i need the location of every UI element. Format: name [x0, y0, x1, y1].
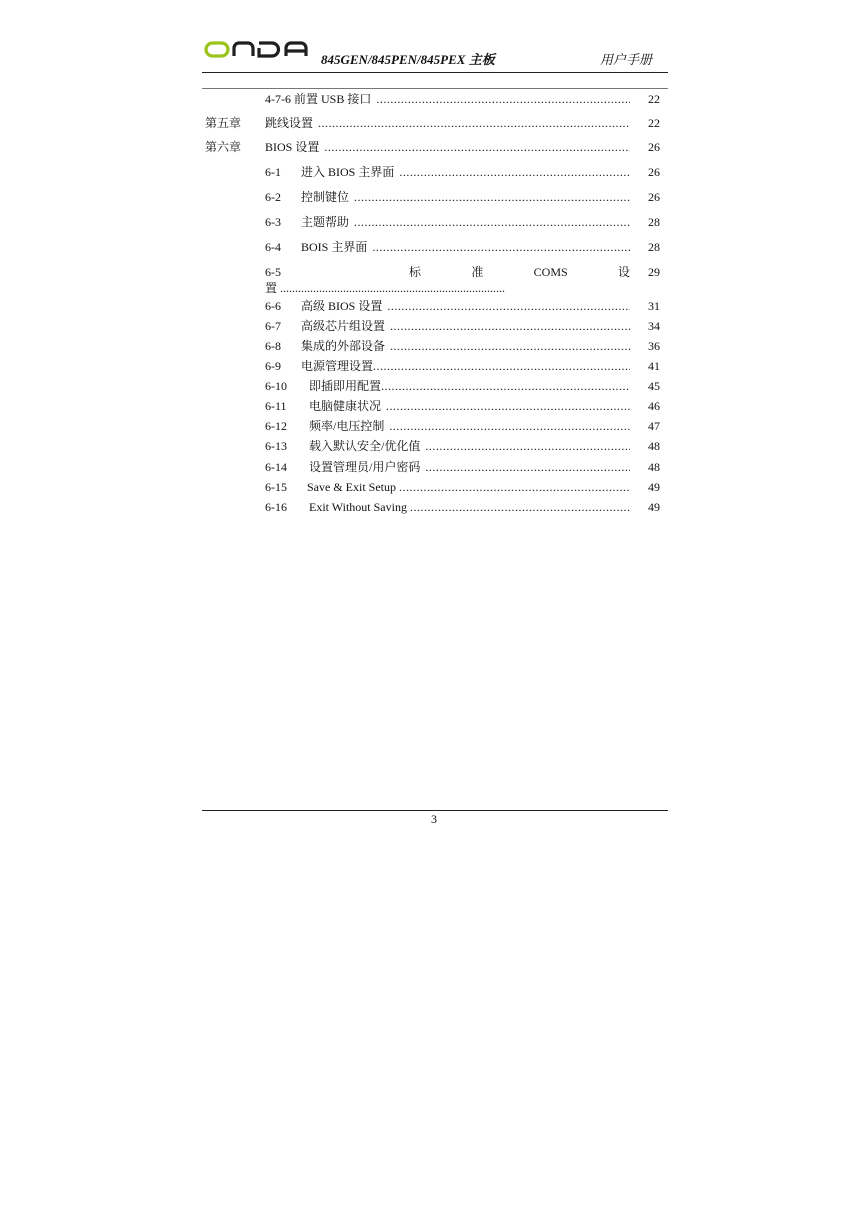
toc-page: 22	[648, 92, 660, 106]
toc-number: 6-16	[265, 500, 287, 514]
toc-entry	[309, 378, 630, 394]
toc-title: 进入 BIOS 主界面	[301, 165, 395, 179]
toc-title: 前置 USB 接口	[294, 92, 372, 106]
toc-number: 6-3	[265, 215, 281, 229]
toc-entry	[309, 459, 630, 475]
toc-title: 跳线设置	[265, 116, 314, 130]
toc-row	[205, 338, 660, 354]
toc-row	[205, 139, 660, 155]
toc-page: 31	[648, 299, 660, 313]
toc-title: Exit Without Saving	[309, 500, 407, 514]
manual-title: 用户手册	[600, 52, 653, 67]
toc-row	[205, 378, 660, 394]
header-rule	[202, 72, 668, 73]
toc-page: 46	[648, 399, 660, 413]
toc-number: 6-4	[265, 240, 281, 254]
toc-page: 36	[648, 339, 660, 353]
toc-row	[205, 239, 660, 255]
toc-title: 高级芯片组设置	[301, 319, 386, 333]
toc-number: 6-11	[265, 399, 287, 413]
toc-chapter: 第五章	[205, 116, 242, 130]
toc-entry	[309, 499, 630, 515]
toc-entry	[301, 164, 630, 180]
toc-number: 6-15	[265, 480, 287, 494]
toc-number: 6-13	[265, 439, 287, 453]
toc-number: 4-7-6	[265, 92, 291, 106]
toc-entry	[309, 418, 630, 434]
toc-title: 电源管理设置	[301, 359, 374, 373]
dot-leader	[387, 298, 630, 314]
toc-number: 6-1	[265, 165, 281, 179]
dot-leader	[373, 358, 630, 374]
toc-entry	[301, 189, 630, 205]
dot-leader	[354, 189, 630, 205]
toc-row	[205, 418, 660, 434]
dot-leader	[389, 418, 630, 434]
toc-row	[205, 438, 660, 454]
toc-title: 设置管理员/用户密码	[309, 460, 421, 474]
toc-title-part: 标	[409, 265, 422, 279]
onda-logo	[204, 38, 312, 62]
toc-entry	[301, 318, 630, 334]
dot-leader	[386, 398, 630, 414]
toc-page: 34	[648, 319, 660, 333]
toc-title: Save & Exit Setup	[307, 480, 396, 494]
toc-row	[205, 398, 660, 414]
toc-number: 6-12	[265, 419, 287, 433]
toc-title: 频率/电压控制	[309, 419, 385, 433]
toc-row	[205, 298, 660, 314]
toc-row	[205, 499, 660, 515]
toc-page: 26	[648, 165, 660, 179]
dot-leader	[318, 115, 630, 131]
toc-entry	[301, 358, 630, 374]
dot-leader	[354, 214, 630, 230]
toc-row	[205, 164, 660, 180]
dot-leader	[372, 239, 630, 255]
toc-number: 6-2	[265, 190, 281, 204]
dot-leader	[410, 499, 630, 515]
dot-leader	[425, 459, 630, 475]
dot-leader	[390, 338, 630, 354]
page-number: 3	[431, 812, 437, 826]
toc-number: 6-6	[265, 299, 281, 313]
toc-number: 6-10	[265, 379, 287, 393]
toc-number: 6-9	[265, 359, 281, 373]
toc-title-part: 准	[471, 265, 484, 279]
toc-page: 26	[648, 190, 660, 204]
toc-page: 49	[648, 480, 660, 494]
toc-chapter: 第六章	[205, 140, 242, 154]
dot-leader	[399, 479, 630, 495]
dot-leader	[376, 91, 630, 107]
dot-leader	[390, 318, 630, 334]
toc-row	[205, 479, 660, 495]
toc-entry	[309, 438, 630, 454]
toc-title: 主题帮助	[301, 215, 350, 229]
toc-title-spread	[299, 264, 630, 280]
toc-row-wrapped	[205, 264, 660, 296]
toc-number: 6-5	[265, 265, 281, 279]
toc-entry	[265, 115, 630, 131]
toc-number: 6-8	[265, 339, 281, 353]
dot-leader	[324, 139, 630, 155]
toc-title-part: 设	[617, 265, 630, 279]
toc-title: 控制键位	[301, 190, 350, 204]
dot-leader	[280, 281, 505, 295]
toc-entry	[265, 139, 630, 155]
toc-row	[205, 459, 660, 475]
toc-title: 集成的外部设备	[301, 339, 386, 353]
model-title: 845GEN/845PEN/845PEX 主板	[321, 52, 495, 67]
toc-page: 47	[648, 419, 660, 433]
toc-number: 6-7	[265, 319, 281, 333]
toc-row	[205, 214, 660, 230]
dot-leader	[399, 164, 630, 180]
toc-title: 电脑健康状况	[309, 399, 382, 413]
toc-row	[205, 115, 660, 131]
toc-entry	[265, 91, 630, 107]
toc-row	[205, 358, 660, 374]
toc-title-continuation: 置 .....	[265, 280, 505, 296]
header-rule-secondary	[202, 88, 668, 89]
toc-title: 即插即用配置	[309, 379, 382, 393]
toc-page: 45	[648, 379, 660, 393]
toc-title: 载入默认安全/优化值	[309, 439, 421, 453]
footer-rule	[202, 810, 668, 811]
toc-page: 49	[648, 500, 660, 514]
dot-leader	[425, 438, 630, 454]
toc-number: 6-14	[265, 460, 287, 474]
toc-entry	[301, 214, 630, 230]
toc-title: BOIS 主界面	[301, 240, 368, 254]
toc-title: BIOS 设置	[265, 140, 320, 154]
toc-entry	[301, 239, 630, 255]
toc-title-part: COMS	[533, 265, 568, 279]
toc-page: 41	[648, 359, 660, 373]
toc-entry	[301, 338, 630, 354]
toc-page: 26	[648, 140, 660, 154]
toc-page: 28	[648, 215, 660, 229]
toc-row	[205, 318, 660, 334]
toc-row	[205, 91, 660, 107]
toc-page: 29	[648, 265, 660, 279]
toc-row	[205, 189, 660, 205]
toc-entry	[301, 298, 630, 314]
toc-page: 48	[648, 439, 660, 453]
toc-entry	[309, 398, 630, 414]
toc-page: 28	[648, 240, 660, 254]
dot-leader	[381, 378, 630, 394]
toc-title: 高级 BIOS 设置	[301, 299, 383, 313]
toc-page: 48	[648, 460, 660, 474]
toc-entry	[307, 479, 630, 495]
toc-page: 22	[648, 116, 660, 130]
